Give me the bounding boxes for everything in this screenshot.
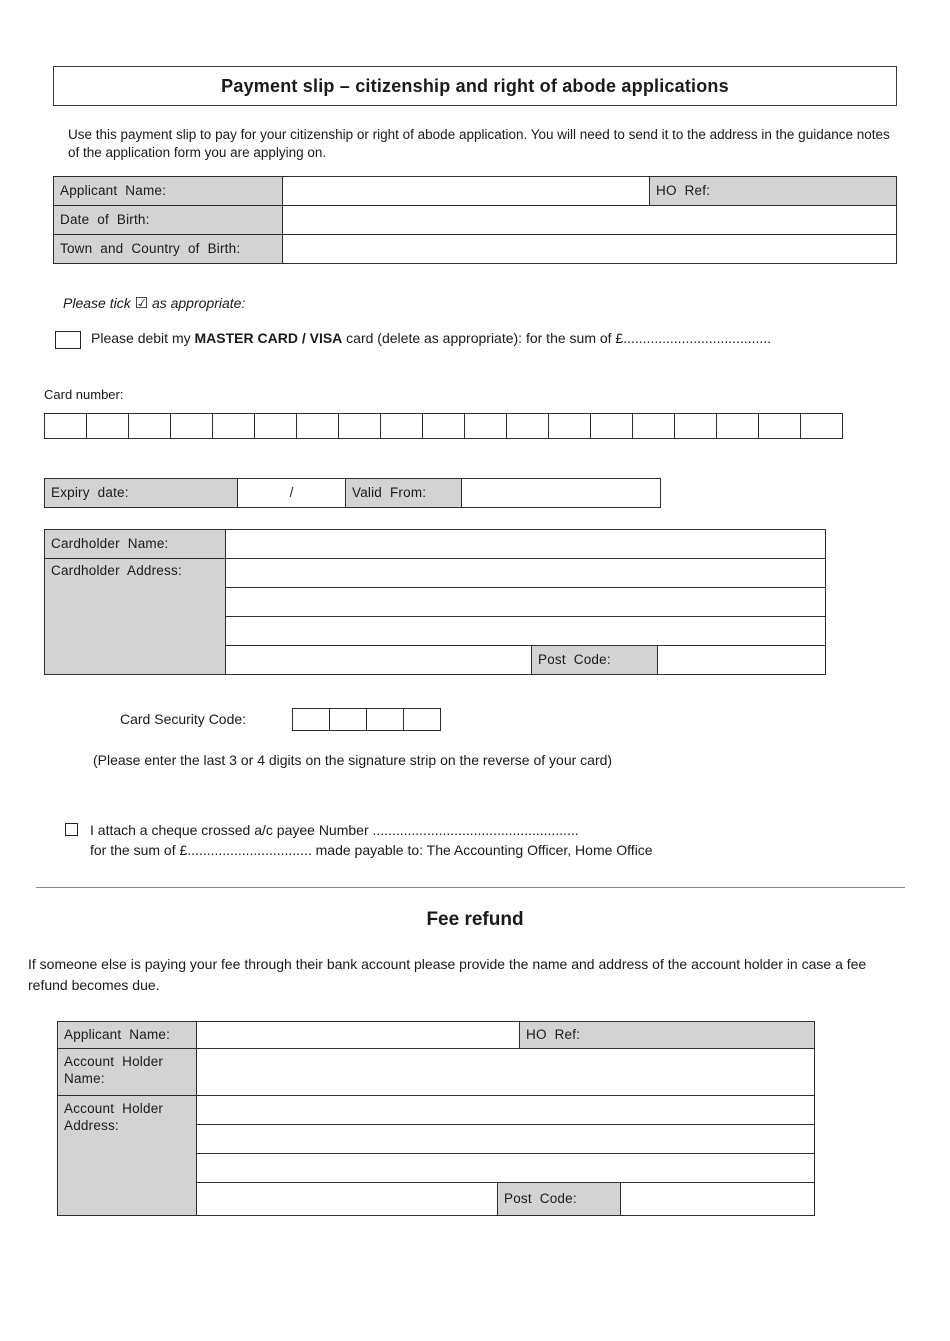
fee-post-code-label: Post Code: [498,1183,620,1215]
cardholder-table [44,529,826,675]
card-number-box[interactable] [171,414,212,438]
cheque-line-1: I attach a cheque crossed a/c payee Number ..................................................... [90,821,579,838]
fee-refund-table [57,1021,815,1216]
post-code-label: Post Code: [532,646,657,674]
cheque-checkbox[interactable] [65,823,78,836]
card-number-boxes [44,413,843,439]
cardholder-address-field-1[interactable] [226,559,825,587]
debit-text-suffix: card (delete as appropriate): for the sum of £...................................... [342,329,772,346]
card-number-box[interactable] [759,414,800,438]
ho-ref-label: HO Ref: [650,177,896,205]
account-holder-name-label: Account Holder Name: [58,1049,196,1095]
cheque-option [65,820,950,861]
card-number-box[interactable] [297,414,338,438]
intro-text: Use this payment slip to pay for your citizenship or right of abode application. You will need to send it to the address in the guidance notes of the application form you are applying on. [68,127,890,160]
card-number-box[interactable] [381,414,422,438]
expiry-date-label: Expiry date: [45,479,237,507]
card-types-text: MASTER CARD / VISA [194,329,343,346]
security-code-row [120,708,950,731]
debit-card-checkbox[interactable] [55,331,81,349]
security-code-box[interactable] [293,709,329,730]
card-number-box[interactable] [717,414,758,438]
cheque-line-2: for the sum of £................................ made payable to: The Accounting Officer, Home Office [90,841,653,858]
tick-instruction-suffix: as appropriate: [151,294,246,311]
checked-checkbox-icon: ☑ [134,294,149,312]
card-number-box[interactable] [45,414,86,438]
card-number-box[interactable] [213,414,254,438]
card-number-box[interactable] [801,414,842,438]
tick-instruction [63,294,950,312]
fee-post-code-field[interactable] [621,1183,814,1215]
card-number-box[interactable] [507,414,548,438]
security-code-label: Card Security Code: [120,711,247,728]
account-holder-address-field-3[interactable] [197,1154,814,1182]
account-holder-address-label: Account Holder Address: [58,1096,196,1215]
account-holder-address-field-1[interactable] [197,1096,814,1124]
town-country-of-birth-label: Town and Country of Birth: [54,235,282,263]
cardholder-name-field[interactable] [226,530,825,558]
account-holder-name-field[interactable] [197,1049,814,1095]
card-number-box[interactable] [129,414,170,438]
date-of-birth-field[interactable] [283,206,896,234]
card-number-label: Card number: [44,386,124,402]
expiry-date-field[interactable]: / [238,479,345,507]
card-number-box[interactable] [465,414,506,438]
expiry-table [44,478,661,508]
tick-instruction-prefix: Please tick [63,294,131,311]
security-code-box[interactable] [330,709,366,730]
security-code-boxes [292,708,441,731]
applicant-details-table [53,176,897,264]
valid-from-label: Valid From: [346,479,461,507]
fee-applicant-name-label: Applicant Name: [58,1022,196,1048]
account-holder-address-field-4[interactable] [197,1183,497,1215]
applicant-name-field[interactable] [283,177,649,205]
post-code-field[interactable] [658,646,825,674]
card-number-box[interactable] [675,414,716,438]
cardholder-address-field-4[interactable] [226,646,531,674]
cardholder-name-label: Cardholder Name: [45,530,225,558]
card-number-box[interactable] [423,414,464,438]
card-number-box[interactable] [633,414,674,438]
cardholder-address-field-2[interactable] [226,588,825,616]
security-code-note: (Please enter the last 3 or 4 digits on the signature strip on the reverse of your card) [93,751,613,768]
fee-applicant-name-field[interactable] [197,1022,519,1048]
card-number-box[interactable] [255,414,296,438]
page-title: Payment slip – citizenship and right of abode applications [221,75,729,96]
debit-text-prefix: Please debit my [91,329,195,346]
fee-refund-description: If someone else is paying your fee through their bank account please provide the name and address of the account holder in case a fee refund becomes due. [28,956,867,993]
fee-ho-ref-label: HO Ref: [520,1022,814,1048]
card-number-box[interactable] [591,414,632,438]
fee-refund-heading: Fee refund [426,909,524,931]
form-title-box [53,66,897,106]
security-code-box[interactable] [404,709,440,730]
debit-card-text [91,329,771,349]
date-of-birth-label: Date of Birth: [54,206,282,234]
security-code-box[interactable] [367,709,403,730]
card-number-box[interactable] [339,414,380,438]
section-divider [36,887,905,888]
cardholder-address-label: Cardholder Address: [45,559,225,674]
debit-card-option [55,329,950,349]
cardholder-address-field-3[interactable] [226,617,825,645]
card-number-box[interactable] [87,414,128,438]
account-holder-address-field-2[interactable] [197,1125,814,1153]
valid-from-field[interactable] [462,479,660,507]
town-country-of-birth-field[interactable] [283,235,896,263]
cheque-text [90,820,653,861]
applicant-name-label: Applicant Name: [54,177,282,205]
card-number-box[interactable] [549,414,590,438]
